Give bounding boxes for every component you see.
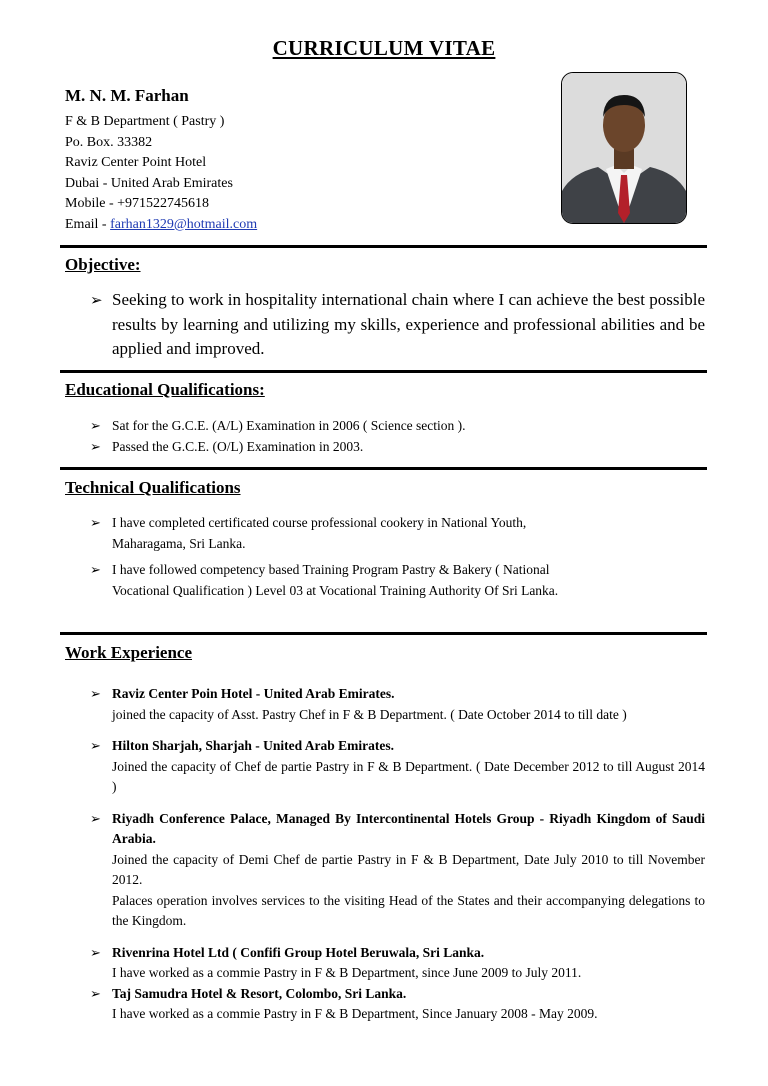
- work-title: Hilton Sharjah, Sharjah - United Arab Emirates.: [112, 738, 395, 753]
- section-divider: [60, 245, 707, 248]
- list-item: ➢ I have completed certificated course professional cookery in National Youth, Maharagama, Sri Lanka.: [90, 515, 527, 551]
- work-desc: Joined the capacity of Chef de partie Pastry in F & B Department. ( Date December 2012 to till August 2014 ): [112, 758, 705, 794]
- work-title: Raviz Center Poin Hotel - United Arab Emirates.: [112, 686, 395, 701]
- arrow-bullet-icon: ➢: [90, 810, 101, 826]
- page-title: CURRICULUM VITAE: [272, 36, 496, 60]
- arrow-bullet-icon: ➢: [90, 562, 101, 577]
- contact-email: [65, 215, 257, 236]
- contact-hotel: Raviz Center Point Hotel: [65, 155, 207, 170]
- contact-po-box: Po. Box. 33382: [65, 134, 153, 150]
- list-item: [90, 943, 705, 984]
- arrow-bullet-icon: ➢: [90, 944, 101, 960]
- list-item: [90, 984, 705, 1025]
- technical-heading: Technical Qualifications: [65, 478, 241, 497]
- arrow-bullet-icon: ➢: [90, 293, 103, 309]
- section-divider: [60, 632, 707, 635]
- work-desc: I have worked as a commie Pastry in F & B Department, Since January 2008 - May 2009.: [112, 1006, 598, 1021]
- work-title: Rivenrina Hotel Ltd ( Confifi Group Hotel Beruwala, Sri Lanka.: [112, 944, 485, 960]
- arrow-bullet-icon: ➢: [90, 738, 101, 753]
- contact-block: [65, 86, 257, 235]
- list-item: ➢ Passed the G.C.E. (O/L) Examination in 2003.: [90, 437, 705, 458]
- profile-photo: [561, 72, 687, 224]
- arrow-bullet-icon: ➢: [90, 515, 101, 530]
- email-link[interactable]: farhan1329@hotmail.com: [110, 216, 258, 232]
- section-divider: [60, 467, 707, 470]
- work-heading: Work Experience: [65, 643, 193, 662]
- education-list: [90, 416, 705, 457]
- work-desc-extra: Palaces operation involves services to the visiting Head of the States and their accompanying delegations to the Kingdom.: [112, 892, 705, 928]
- work-desc: Joined the capacity of Demi Chef de partie Pastry in F & B Department, Date July 2010 to till November 2012.: [112, 851, 705, 887]
- objective-text: Seeking to work in hospitality international chain where I can achieve the best possible results by learning and utilizing my skills, experience and professional abilities and be applied and improved.: [112, 290, 705, 358]
- contact-mobile: Mobile - +971522745618: [65, 196, 209, 211]
- work-list: [90, 684, 705, 1025]
- list-item: [90, 288, 705, 362]
- objective-list: [90, 288, 705, 362]
- candidate-name: M. N. M. Farhan: [65, 86, 189, 105]
- education-heading: Educational Qualifications:: [65, 380, 265, 399]
- list-item: ➢ Sat for the G.C.E. (A/L) Examination in 2006 ( Science section ).: [90, 416, 705, 437]
- list-item: [90, 684, 705, 725]
- section-divider: [60, 370, 707, 373]
- work-title: Taj Samudra Hotel & Resort, Colombo, Sri Lanka.: [112, 985, 407, 1001]
- list-item: [90, 809, 705, 932]
- arrow-bullet-icon: ➢: [90, 686, 101, 701]
- arrow-bullet-icon: ➢: [90, 418, 101, 433]
- work-desc: I have worked as a commie Pastry in F & B Department, since June 2009 to July 2011.: [112, 965, 582, 980]
- technical-list: [90, 513, 590, 601]
- contact-city: Dubai - United Arab Emirates: [65, 175, 233, 191]
- work-desc: joined the capacity of Asst. Pastry Chef in F & B Department. ( Date October 2014 to till date ): [112, 706, 627, 722]
- arrow-bullet-icon: ➢: [90, 985, 101, 1001]
- email-label: Email -: [65, 216, 111, 232]
- arrow-bullet-icon: ➢: [90, 438, 101, 454]
- objective-heading: Objective:: [65, 255, 141, 274]
- list-item: [90, 736, 705, 798]
- work-title: Riyadh Conference Palace, Managed By Intercontinental Hotels Group - Riyadh Kingdom of Saudi Arabia.: [112, 810, 705, 846]
- contact-department: F & B Department ( Pastry ): [65, 114, 225, 129]
- list-item: ➢ I have followed competency based Training Program Pastry & Bakery ( National Vocational Qualification ) Level 03 at Vocational Training Authority Of Sri Lanka.: [90, 562, 559, 598]
